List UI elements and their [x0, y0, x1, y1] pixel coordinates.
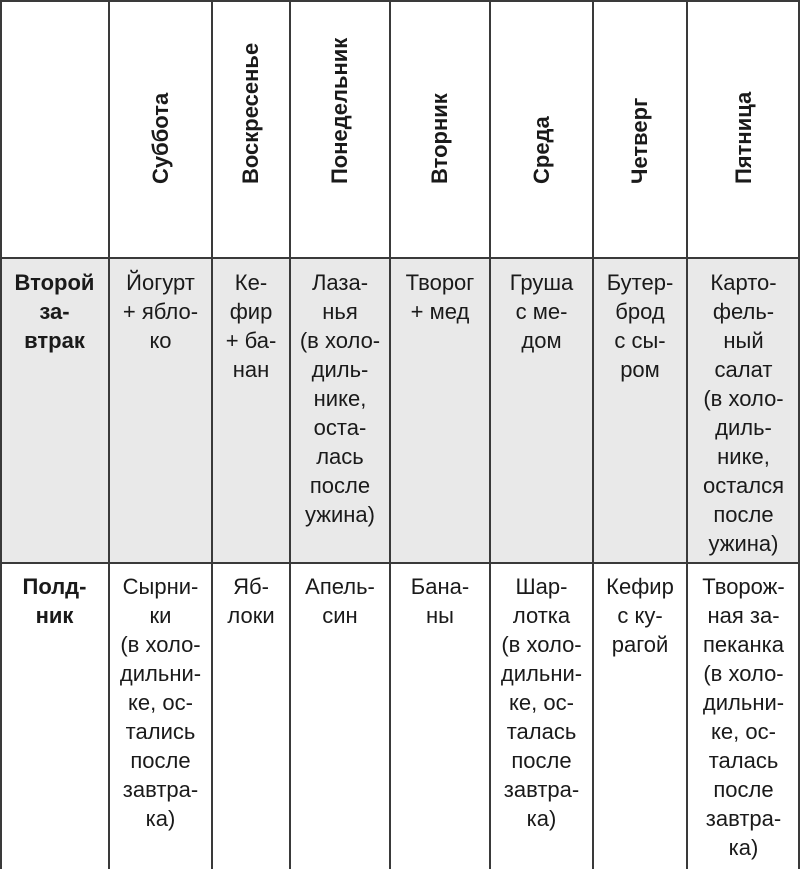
- cell-wednesday-afternoon-snack: [490, 572, 593, 833]
- cell-text-line: Шар-: [515, 574, 568, 599]
- cell-text-line: дом: [521, 328, 562, 353]
- cell-text-line: + ба-: [225, 328, 277, 353]
- row-divider: [0, 0, 800, 2]
- cell-text-line: после: [511, 748, 572, 773]
- cell-text-line: Полд-: [22, 574, 87, 599]
- cell-text-line: салат: [714, 357, 773, 382]
- cell-text-line: рагой: [611, 632, 669, 657]
- cell-text-line: ка): [145, 806, 176, 831]
- cell-text-line: с ме-: [515, 299, 568, 324]
- cell-saturday-afternoon-snack: [109, 572, 212, 833]
- cell-text-line: Творож-: [702, 574, 785, 599]
- cell-text-line: Бутер-: [606, 270, 674, 295]
- cell-text-line: Яб-: [233, 574, 269, 599]
- column-divider: [389, 0, 391, 869]
- cell-text-line: дильни-: [702, 690, 785, 715]
- cell-text-line: с ку-: [617, 603, 663, 628]
- cell-text-line: остался: [702, 473, 785, 498]
- cell-text-line: (в холо-: [703, 661, 784, 686]
- cell-text-line: тались: [125, 719, 196, 744]
- day-label: Четверг: [627, 97, 652, 184]
- cell-text-line: втрак: [24, 328, 85, 353]
- cell-text-line: + мед: [410, 299, 470, 324]
- cell-text-line: Второй: [14, 270, 95, 295]
- day-label: Понедельник: [327, 37, 352, 184]
- cell-text-line: после: [309, 473, 371, 498]
- day-label: Вторник: [427, 93, 452, 184]
- cell-text-line: после: [130, 748, 191, 773]
- cell-text-line: ны: [426, 603, 454, 628]
- day-label: Суббота: [147, 92, 173, 184]
- cell-text-line: Творог: [405, 270, 475, 295]
- cell-text-line: ко: [149, 328, 172, 353]
- cell-text-line: Сырни-: [122, 574, 199, 599]
- cell-friday-afternoon-snack: [687, 572, 800, 862]
- cell-text-line: с сы-: [614, 328, 666, 353]
- cell-text-line: Бана-: [410, 574, 470, 599]
- cell-text-line: лась: [316, 444, 364, 469]
- cell-text-line: (в холо-: [703, 386, 784, 411]
- cell-text-line: Груша: [509, 270, 574, 295]
- cell-text-line: брод: [615, 299, 665, 324]
- day-label: Пятница: [730, 91, 756, 184]
- column-divider: [0, 0, 2, 869]
- cell-text-line: + ябло-: [122, 299, 199, 324]
- cell-tuesday-second-breakfast: [390, 268, 490, 326]
- cell-text-line: пеканка: [703, 632, 784, 657]
- header-tuesday: [390, 0, 490, 258]
- cell-saturday-second-breakfast: [109, 268, 212, 355]
- cell-text-line: нья: [322, 299, 358, 324]
- cell-text-line: нан: [232, 357, 270, 382]
- header-monday: [290, 0, 390, 258]
- column-divider: [108, 0, 110, 869]
- cell-sunday-afternoon-snack: [212, 572, 290, 630]
- day-label: Воскресенье: [238, 42, 263, 184]
- cell-text-line: фель-: [712, 299, 775, 324]
- header-wednesday: [490, 0, 593, 258]
- cell-text-line: завтра-: [705, 806, 782, 831]
- cell-text-line: ный: [723, 328, 764, 353]
- column-divider: [289, 0, 291, 869]
- cell-text-line: син: [322, 603, 358, 628]
- cell-text-line: (в холо-: [120, 632, 201, 657]
- cell-text-line: нике,: [313, 386, 367, 411]
- cell-text-line: (в холо-: [299, 328, 381, 353]
- header-sunday: [212, 0, 290, 258]
- cell-text-line: фир: [229, 299, 273, 324]
- cell-text-line: лотка: [512, 603, 571, 628]
- cell-text-line: ром: [620, 357, 660, 382]
- cell-wednesday-second-breakfast: [490, 268, 593, 355]
- header-saturday: [109, 0, 212, 258]
- cell-text-line: ке, ос-: [509, 690, 574, 715]
- cell-thursday-afternoon-snack: [593, 572, 687, 659]
- cell-monday-afternoon-snack: [290, 572, 390, 630]
- header-friday: [687, 0, 800, 258]
- cell-text-line: ке, ос-: [128, 690, 193, 715]
- column-divider: [592, 0, 594, 869]
- cell-text-line: нике,: [717, 444, 770, 469]
- cell-text-line: талась: [708, 748, 779, 773]
- cell-text-line: оста-: [313, 415, 367, 440]
- cell-text-line: диль-: [311, 357, 369, 382]
- cell-sunday-second-breakfast: [212, 268, 290, 384]
- column-divider: [489, 0, 491, 869]
- cell-text-line: завтра-: [503, 777, 580, 802]
- cell-text-line: за-: [39, 299, 70, 324]
- cell-text-line: Кефир: [606, 574, 674, 599]
- cell-text-line: Ке-: [234, 270, 268, 295]
- row-label-second-breakfast: [0, 268, 109, 355]
- cell-text-line: Карто-: [710, 270, 777, 295]
- cell-text-line: ная за-: [707, 603, 780, 628]
- cell-text-line: дильни-: [500, 661, 583, 686]
- cell-text-line: Йогурт: [126, 270, 195, 295]
- cell-text-line: ки: [149, 603, 172, 628]
- cell-text-line: ужина): [708, 531, 779, 556]
- cell-text-line: после: [713, 777, 774, 802]
- column-divider: [686, 0, 688, 869]
- cell-text-line: ка): [728, 835, 759, 860]
- cell-text-line: диль-: [715, 415, 772, 440]
- cell-text-line: дильни-: [119, 661, 202, 686]
- cell-friday-second-breakfast: [687, 268, 800, 558]
- cell-text-line: ке, ос-: [711, 719, 776, 744]
- cell-text-line: талась: [506, 719, 577, 744]
- cell-text-line: Апель-: [305, 574, 375, 599]
- row-divider: [0, 562, 800, 564]
- cell-text-line: ужина): [305, 502, 375, 527]
- cell-text-line: ник: [35, 603, 74, 628]
- cell-text-line: Лаза-: [311, 270, 369, 295]
- row-label-afternoon-snack: [0, 572, 109, 630]
- cell-tuesday-afternoon-snack: [390, 572, 490, 630]
- cell-text-line: завтра-: [122, 777, 199, 802]
- cell-text-line: после: [713, 502, 774, 527]
- cell-monday-second-breakfast: [290, 268, 390, 529]
- header-thursday: [593, 0, 687, 258]
- cell-text-line: локи: [227, 603, 275, 628]
- cell-thursday-second-breakfast: [593, 268, 687, 384]
- cell-text-line: ка): [526, 806, 557, 831]
- column-divider: [211, 0, 213, 869]
- row-divider: [0, 257, 800, 259]
- cell-text-line: (в холо-: [501, 632, 582, 657]
- day-label: Среда: [528, 116, 554, 184]
